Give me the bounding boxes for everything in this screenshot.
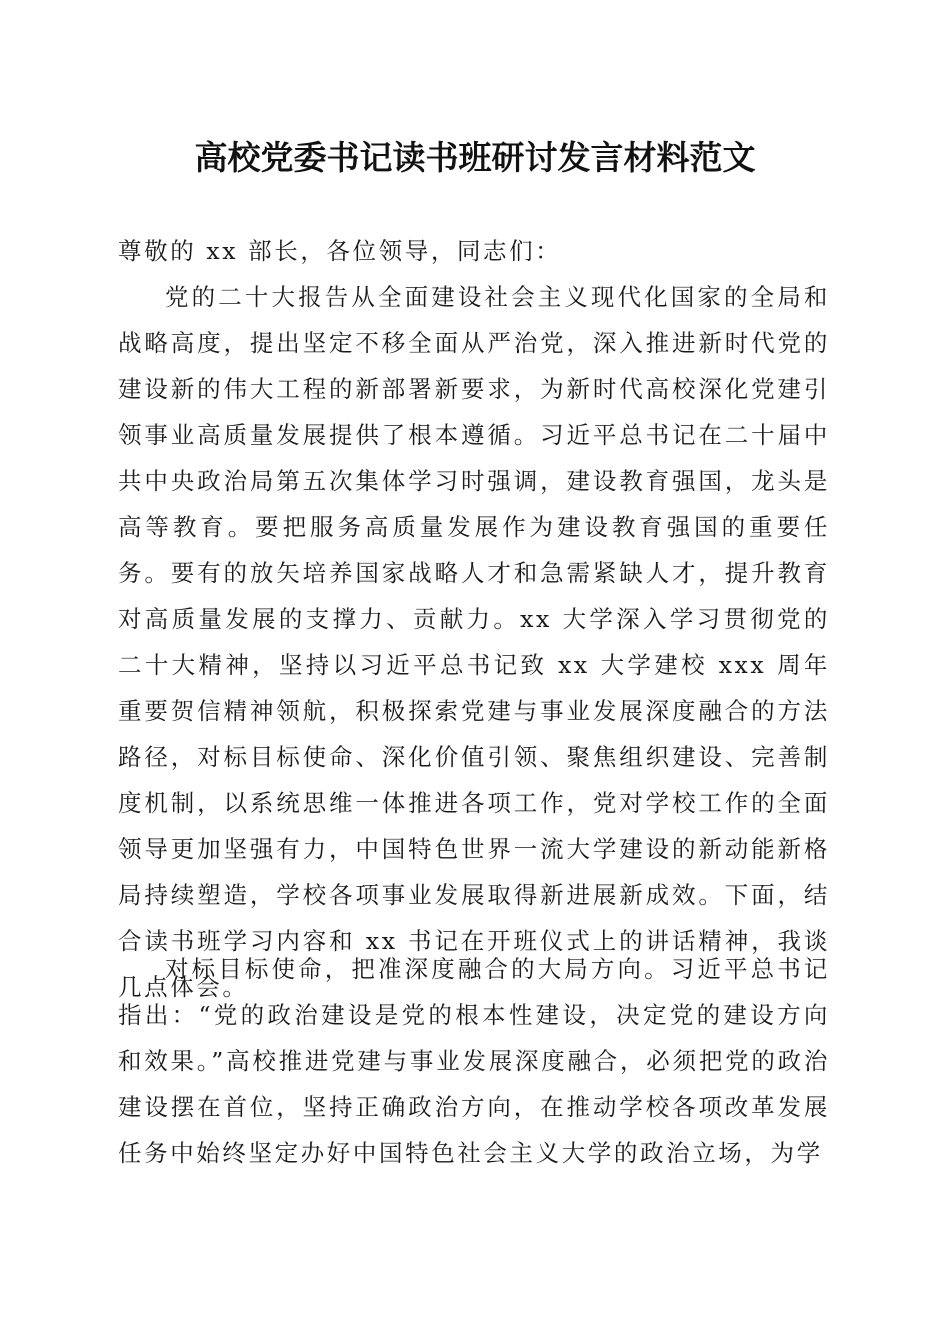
paragraph-2: 对标目标使命，把准深度融合的大局方向。习近平总书记指出：“党的政治建设是党的根本性建设，决定党的建设方向和效果。”高校推进党建与事业发展深度融合，必须把党的政治建设摆在首位，坚持正确政治方向，在推动学校各项改革发展任务中始终坚定办好中国特色社会主义大学的政治立场，为学: [118, 955, 830, 1167]
document-title: 高校党委书记读书班研讨发言材料范文: [194, 138, 756, 177]
salutation: 尊敬的 xx 部长，各位领导，同志们：: [118, 237, 562, 265]
paragraph-1: 党的二十大报告从全面建设社会主义现代化国家的全局和战略高度，提出坚定不移全面从严治党，深入推进新时代党的建设新的伟大工程的新部署新要求，为新时代高校深化党建引领事业高质量发展提供了根本遵循。习近平总书记在二十届中共中央政治局第五次集体学习时强调，建设教育强国，龙头是高等教育。要把服务高质量发展作为建设教育强国的重要任务。要有的放矢培养国家战略人才和急需紧缺人才，提升教育对高质量发展的支撑力、贡献力。xx 大学深入学习贯彻党的二十大精神，坚持以习近平总书记致 xx 大学建校 xxx 周年重要贺信精神领航，积极探索党建与事业发展深度融合的方法路径，对标目标使命、深化价值引领、聚焦组织建设、完善制度机制，以系统思维一体推进各项工作，党对学校工作的全面领导更加坚强有力，中国特色世界一流大学建设的新动能新格局持续塑造，学校各项事业发展取得新进展新成效。下面，结合读书班学习内容和 xx 书记在开班仪式上的讲话精神，我谈几点体会。: [118, 283, 830, 1001]
